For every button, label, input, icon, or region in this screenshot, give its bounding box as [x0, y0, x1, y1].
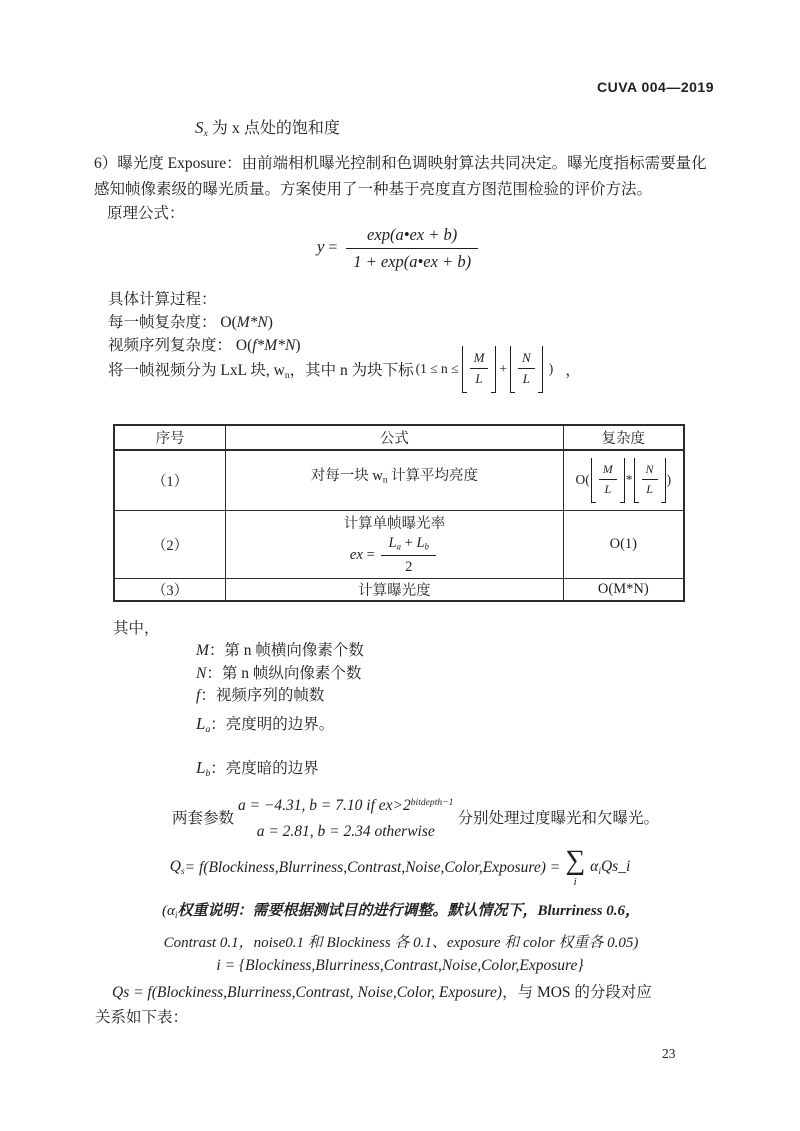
table-row [114, 510, 684, 578]
block-line-trailing-comma: ， [565, 362, 581, 379]
qs-sum-formula [0, 845, 800, 888]
floor-fraction-n-over-l: N L [510, 346, 543, 393]
definition-item-n: N：第 n 帧纵向像素个数 [196, 664, 362, 682]
qs-mid: = f(Blockiness,Blurriness,Contrast,Noise,Color,Exposure) = [184, 858, 561, 876]
row2-formula-title: 计算单帧曝光率 [343, 515, 446, 532]
parameter-case-otherwise: a = 2.81, b = 2.34 otherwise [256, 822, 435, 840]
exposure-paragraph-line2: 感知帧像素级的曝光质量。方案使用了一种基于亮度直方图范围检验的评价方法。 [94, 181, 653, 198]
row3-complexity: O(M*N) [563, 578, 684, 601]
parameter-sets-line [172, 790, 659, 845]
table-row [114, 578, 684, 601]
index-set-line: i = {Blockiness,Blurriness,Contrast,Noise,Color,Exposure} [216, 957, 584, 974]
qs-lhs: Qs [169, 858, 185, 878]
process-title: 具体计算过程： [108, 291, 217, 308]
doc-code-header: CUVA 004—2019 [596, 79, 714, 95]
principle-formula-label: 原理公式： [107, 205, 185, 222]
weight-note-line1: (αi权重说明：需要根据测试目的进行调整。默认情况下，Blurriness 0.6， [161, 903, 640, 921]
saturation-definition-line [195, 115, 340, 139]
weight-note-line2: Contrast 0.1，noise0.1 和 Blockiness 各 0.1、exposure 和 color 权重各 0.05) [163, 934, 639, 951]
qs-rhs: αiQs_i [590, 858, 631, 878]
block-index-condition-open: (1 ≤ n ≤ [415, 361, 459, 376]
frame-complexity-line [108, 310, 273, 332]
row3-no: （3） [114, 578, 226, 601]
parameter-sets-tail: 分别处理过度曝光和欠曝光。 [457, 810, 659, 828]
row2-no: （2） [114, 510, 226, 578]
definition-item-m: M：第 n 帧横向像素个数 [196, 642, 364, 659]
parameter-case-overexposure: a = −4.31, b = 7.10 if $ex>2^{bitdepth-1}$ [238, 796, 454, 814]
row2-complexity: O(1) [563, 510, 684, 578]
saturation-var: S [195, 118, 204, 137]
saturation-var-sub: x [203, 127, 208, 139]
table-header-row [114, 425, 684, 450]
sigma-sum-icon: ∑ i [565, 845, 586, 888]
page-number: 23 [662, 1046, 676, 1061]
row1-no: （1） [114, 450, 226, 510]
block-index-condition-close: ) [548, 361, 554, 376]
header-cell-no: 序号 [114, 425, 226, 450]
header-cell-complexity: 复杂度 [563, 425, 684, 450]
definitions-lead: 其中， [113, 620, 160, 637]
definition-item-lb: Lb：亮度暗的边界 [196, 758, 319, 779]
logistic-denominator: 1 + exp(a•ex + b) [353, 252, 472, 271]
closing-line1: Qs = f(Blockiness,Blurriness,Contrast, Noise,Color, Exposure)，与 MOS 的分段对应 [112, 984, 652, 1001]
closing-line2: 关系如下表： [95, 1009, 189, 1026]
table-row [114, 450, 684, 510]
row3-formula: 计算曝光度 [226, 578, 563, 601]
block-partition-line [108, 344, 581, 394]
rfloor-icon [491, 346, 496, 393]
parameter-sets-label: 两套参数 [172, 810, 235, 828]
row2-formula [226, 510, 563, 578]
floor-fraction-m-over-l: M L [591, 458, 625, 503]
logistic-eq: = [328, 239, 338, 257]
frame-complexity-value: O(M*N) [220, 314, 273, 331]
row2-formula-math: ex = $\frac{La + Lb}{2}$ [226, 534, 562, 577]
logistic-formula [0, 224, 800, 273]
definition-item-la: La：亮度明的边界。 [196, 714, 335, 735]
row1-formula: 对每一块 wn 计算平均亮度 [226, 450, 563, 510]
exposure-paragraph-line1: 6）曝光度 Exposure：由前端相机曝光控制和色调映射算法共同决定。曝光度指标需要量化 [94, 155, 707, 172]
definition-item-f: f：视频序列的帧数 [196, 687, 325, 704]
sequence-complexity-label: 视频序列复杂度： [108, 337, 233, 354]
complexity-table [113, 424, 685, 602]
logistic-fraction [346, 224, 478, 273]
weight-note [95, 898, 707, 957]
header-cell-formula: 公式 [226, 425, 563, 450]
closing-sentence [95, 980, 711, 1030]
block-partition-text: 将一帧视频分为 LxL 块, wn，其中 n 为块下标 [108, 361, 414, 381]
definitions-list [196, 640, 364, 708]
row1-complexity: O( M L * N L ) [563, 450, 684, 510]
sequence-complexity-value: O(f*M*N) [235, 337, 301, 354]
logistic-lhs: y [316, 237, 325, 257]
rfloor-icon [538, 346, 543, 393]
frame-complexity-label: 每一帧复杂度： [108, 314, 217, 331]
block-index-plus: + [499, 361, 508, 376]
logistic-numerator: exp(a•ex + b) [346, 224, 478, 249]
rfloor-icon [661, 458, 666, 503]
saturation-text: 为 x 点处的饱和度 [211, 120, 340, 137]
rfloor-icon [620, 458, 625, 503]
floor-fraction-m-over-l: M L [462, 346, 497, 393]
parameter-cases [238, 790, 453, 845]
floor-fraction-n-over-l: N L [634, 458, 666, 503]
